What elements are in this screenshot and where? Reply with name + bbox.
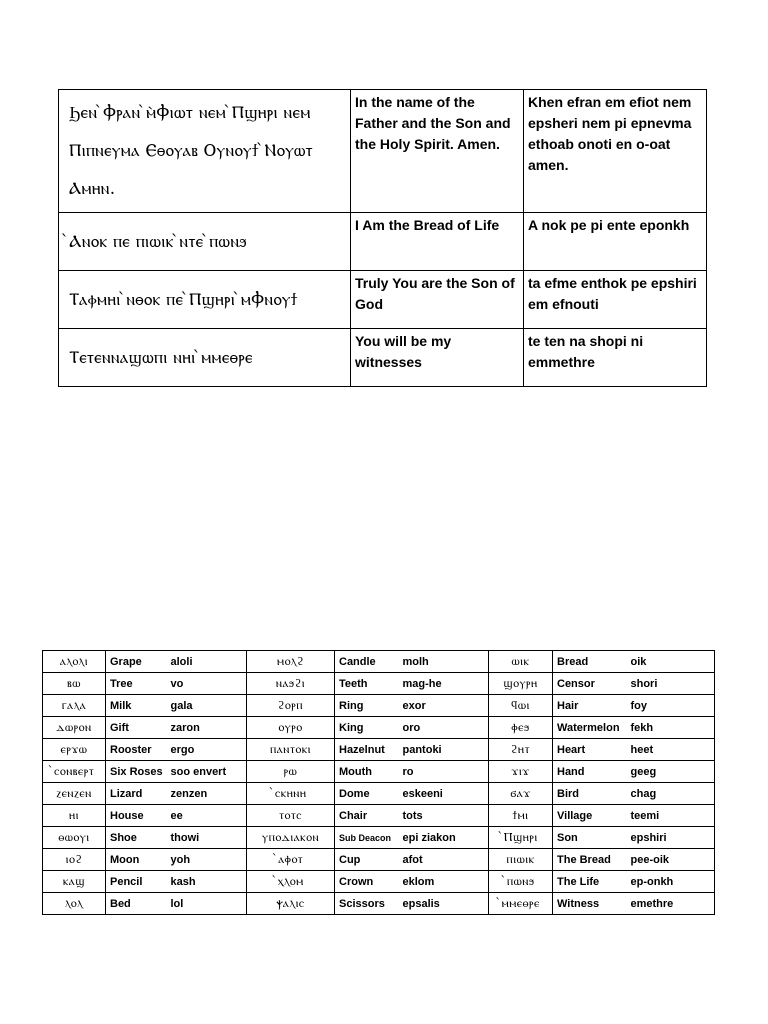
coptic-word: ϩⲏⲧ xyxy=(489,739,553,761)
coptic-word: ⲕⲁϣ xyxy=(43,871,106,893)
english-word: Watermelon xyxy=(553,717,629,739)
transliteration-word: thowi xyxy=(169,827,247,849)
english-word: The Bread xyxy=(553,849,629,871)
coptic-word: ϫⲓϫ xyxy=(489,761,553,783)
english-word: Hand xyxy=(553,761,629,783)
coptic-word: ⲫⲉϧ xyxy=(489,717,553,739)
transliteration-word: eklom xyxy=(401,871,489,893)
phrase-row xyxy=(59,329,707,387)
transliteration-word: oik xyxy=(629,651,715,673)
english-word: Bird xyxy=(553,783,629,805)
transliteration-word: ergo xyxy=(169,739,247,761)
vocabulary-table xyxy=(42,650,715,915)
vocab-row xyxy=(43,805,715,827)
transliteration-word: molh xyxy=(401,651,489,673)
coptic-word: ⲓⲟϩ xyxy=(43,849,106,871)
vocab-row xyxy=(43,651,715,673)
english-word: Moon xyxy=(106,849,169,871)
phrase-row xyxy=(59,90,707,213)
transliteration-word: foy xyxy=(629,695,715,717)
transliteration-word: ep-onkh xyxy=(629,871,715,893)
transliteration-word: mag-he xyxy=(401,673,489,695)
transliteration-word: oro xyxy=(401,717,489,739)
coptic-word: ⲁⲗⲟⲗⲓ xyxy=(43,651,106,673)
coptic-word: ⲗⲟⲗ xyxy=(43,893,106,915)
english-word: Gift xyxy=(106,717,169,739)
transliteration-word: chag xyxy=(629,783,715,805)
transliteration-word: emethre xyxy=(629,893,715,915)
coptic-word: ⲏⲓ xyxy=(43,805,106,827)
transliteration-word: shori xyxy=(629,673,715,695)
transliteration: Khen efran em efiot nem epsheri nem pi epnevma ethoab onoti en o-oat amen. xyxy=(524,90,707,213)
english-translation: I Am the Bread of Life xyxy=(351,213,524,271)
vocab-row xyxy=(43,871,715,893)
transliteration-word: aloli xyxy=(169,651,247,673)
english-word: Sub Deacon xyxy=(335,827,401,849)
english-word: Bed xyxy=(106,893,169,915)
coptic-phrase: Ϧⲉⲛ ̀Ⲫⲣⲁⲛ ̀ⲙ̀Ⲫⲓⲱⲧ ⲛⲉⲙ ̀Ⲡϣⲏⲣⲓ ⲛⲉⲙ Ⲡⲓⲡⲛⲉⲩⲙⲁ Ⲉⲑⲟⲩⲁⲃ Ⲟⲩⲛⲟⲩϯ ̀Ⲛⲟⲩⲱⲧ Ⲁⲙⲏⲛ. xyxy=(59,90,351,213)
transliteration-word: pantoki xyxy=(401,739,489,761)
english-word: Ring xyxy=(335,695,401,717)
english-word: Village xyxy=(553,805,629,827)
coptic-word: ⲟⲩⲣⲟ xyxy=(247,717,335,739)
coptic-word: ⲇⲱⲣⲟⲛ xyxy=(43,717,106,739)
vocab-row xyxy=(43,893,715,915)
english-word: Candle xyxy=(335,651,401,673)
english-word: Scissors xyxy=(335,893,401,915)
coptic-word: ⲧⲟⲧⲥ xyxy=(247,805,335,827)
english-word: Six Roses xyxy=(106,761,169,783)
vocab-row xyxy=(43,673,715,695)
coptic-word: ⲛⲁϧϩⲓ xyxy=(247,673,335,695)
transliteration-word: epi ziakon xyxy=(401,827,489,849)
coptic-word: ̀ⲙⲙⲉⲑⲣⲉ xyxy=(489,893,553,915)
english-word: Milk xyxy=(106,695,169,717)
english-word: Bread xyxy=(553,651,629,673)
coptic-word: ̀Ⲡϣⲏⲣⲓ xyxy=(489,827,553,849)
coptic-word: ⲡⲓⲱⲓⲕ xyxy=(489,849,553,871)
coptic-word: ̀ⲥⲟⲛⲃⲉⲣⲧ xyxy=(43,761,106,783)
vocab-row xyxy=(43,761,715,783)
coptic-word: ⲅⲁⲗⲁ xyxy=(43,695,106,717)
english-word: Dome xyxy=(335,783,401,805)
coptic-word: ϯⲙⲓ xyxy=(489,805,553,827)
transliteration-word: geeg xyxy=(629,761,715,783)
coptic-word: ⲃⲱ xyxy=(43,673,106,695)
english-word: Tree xyxy=(106,673,169,695)
vocab-row xyxy=(43,827,715,849)
coptic-word: ̀ⲡⲱⲛϧ xyxy=(489,871,553,893)
english-word: Censor xyxy=(553,673,629,695)
phrase-table xyxy=(58,89,707,387)
transliteration-word: vo xyxy=(169,673,247,695)
transliteration-word: kash xyxy=(169,871,247,893)
english-word: Hair xyxy=(553,695,629,717)
coptic-word: ϥⲱⲓ xyxy=(489,695,553,717)
transliteration-word: heet xyxy=(629,739,715,761)
coptic-phrase: Ⲧⲉⲧⲉⲛⲛⲁϣⲱⲡⲓ ⲛⲏⲓ ̀ⲙⲙⲉⲑⲣⲉ xyxy=(59,329,351,387)
transliteration-word: ee xyxy=(169,805,247,827)
coptic-word: ̀ⲥⲕⲏⲛⲏ xyxy=(247,783,335,805)
transliteration-word: soo envert xyxy=(169,761,247,783)
english-word: Pencil xyxy=(106,871,169,893)
coptic-word: ⲍⲉⲛⲍⲉⲛ xyxy=(43,783,106,805)
transliteration-word: afot xyxy=(401,849,489,871)
english-word: Son xyxy=(553,827,629,849)
english-word: King xyxy=(335,717,401,739)
transliteration-word: teemi xyxy=(629,805,715,827)
vocab-row xyxy=(43,783,715,805)
english-word: Cup xyxy=(335,849,401,871)
transliteration-word: eskeeni xyxy=(401,783,489,805)
english-word: Rooster xyxy=(106,739,169,761)
english-word: The Life xyxy=(553,871,629,893)
transliteration: ta efme enthok pe epshiri em efnouti xyxy=(524,271,707,329)
english-word: Witness xyxy=(553,893,629,915)
coptic-word: ⲣⲱ xyxy=(247,761,335,783)
coptic-word: ⲙⲟⲗϩ xyxy=(247,651,335,673)
english-word: Teeth xyxy=(335,673,401,695)
transliteration-word: zaron xyxy=(169,717,247,739)
english-word: Heart xyxy=(553,739,629,761)
transliteration-word: gala xyxy=(169,695,247,717)
vocab-row xyxy=(43,739,715,761)
transliteration-word: yoh xyxy=(169,849,247,871)
coptic-word: ⲉⲣϫⲱ xyxy=(43,739,106,761)
coptic-word: ̀ⲁⲫⲟⲧ xyxy=(247,849,335,871)
coptic-word: ⲩⲡⲟⲇⲓⲁⲕⲟⲛ xyxy=(247,827,335,849)
vocab-row xyxy=(43,849,715,871)
coptic-word: ⲱⲓⲕ xyxy=(489,651,553,673)
coptic-word: ϭⲁϫ xyxy=(489,783,553,805)
transliteration: A nok pe pi ente eponkh xyxy=(524,213,707,271)
english-word: Lizard xyxy=(106,783,169,805)
transliteration-word: zenzen xyxy=(169,783,247,805)
vocab-row xyxy=(43,717,715,739)
transliteration-word: pee-oik xyxy=(629,849,715,871)
coptic-word: ⲯⲁⲗⲓⲥ xyxy=(247,893,335,915)
coptic-word: ̀ⲭⲗⲟⲙ xyxy=(247,871,335,893)
english-translation: Truly You are the Son of God xyxy=(351,271,524,329)
coptic-word: ⲑⲱⲟⲩⲓ xyxy=(43,827,106,849)
transliteration-word: epsalis xyxy=(401,893,489,915)
transliteration-word: exor xyxy=(401,695,489,717)
english-word: Grape xyxy=(106,651,169,673)
coptic-phrase: ̀Ⲁⲛⲟⲕ ⲡⲉ ⲡⲓⲱⲓⲕ ̀ⲛⲧⲉ ̀ⲡⲱⲛϧ xyxy=(59,213,351,271)
coptic-phrase: Ⲧⲁⲫⲙⲏⲓ ̀ⲛⲑⲟⲕ ⲡⲉ ̀Ⲡϣⲏⲣⲓ ̀ⲙⲪⲛⲟⲩϯ xyxy=(59,271,351,329)
transliteration-word: fekh xyxy=(629,717,715,739)
transliteration-word: lol xyxy=(169,893,247,915)
coptic-word: ⲡⲁⲛⲧⲟⲕⲓ xyxy=(247,739,335,761)
phrase-row xyxy=(59,213,707,271)
coptic-word: ϣⲟⲩⲣⲏ xyxy=(489,673,553,695)
transliteration-word: epshiri xyxy=(629,827,715,849)
transliteration-word: tots xyxy=(401,805,489,827)
coptic-word: ϩⲟⲣⲡ xyxy=(247,695,335,717)
english-word: Hazelnut xyxy=(335,739,401,761)
english-translation: You will be my witnesses xyxy=(351,329,524,387)
english-word: Mouth xyxy=(335,761,401,783)
english-word: Shoe xyxy=(106,827,169,849)
english-word: House xyxy=(106,805,169,827)
english-word: Crown xyxy=(335,871,401,893)
transliteration-word: ro xyxy=(401,761,489,783)
english-word: Chair xyxy=(335,805,401,827)
english-translation: In the name of the Father and the Son and the Holy Spirit. Amen. xyxy=(351,90,524,213)
phrase-row xyxy=(59,271,707,329)
vocab-row xyxy=(43,695,715,717)
transliteration: te ten na shopi ni emmethre xyxy=(524,329,707,387)
